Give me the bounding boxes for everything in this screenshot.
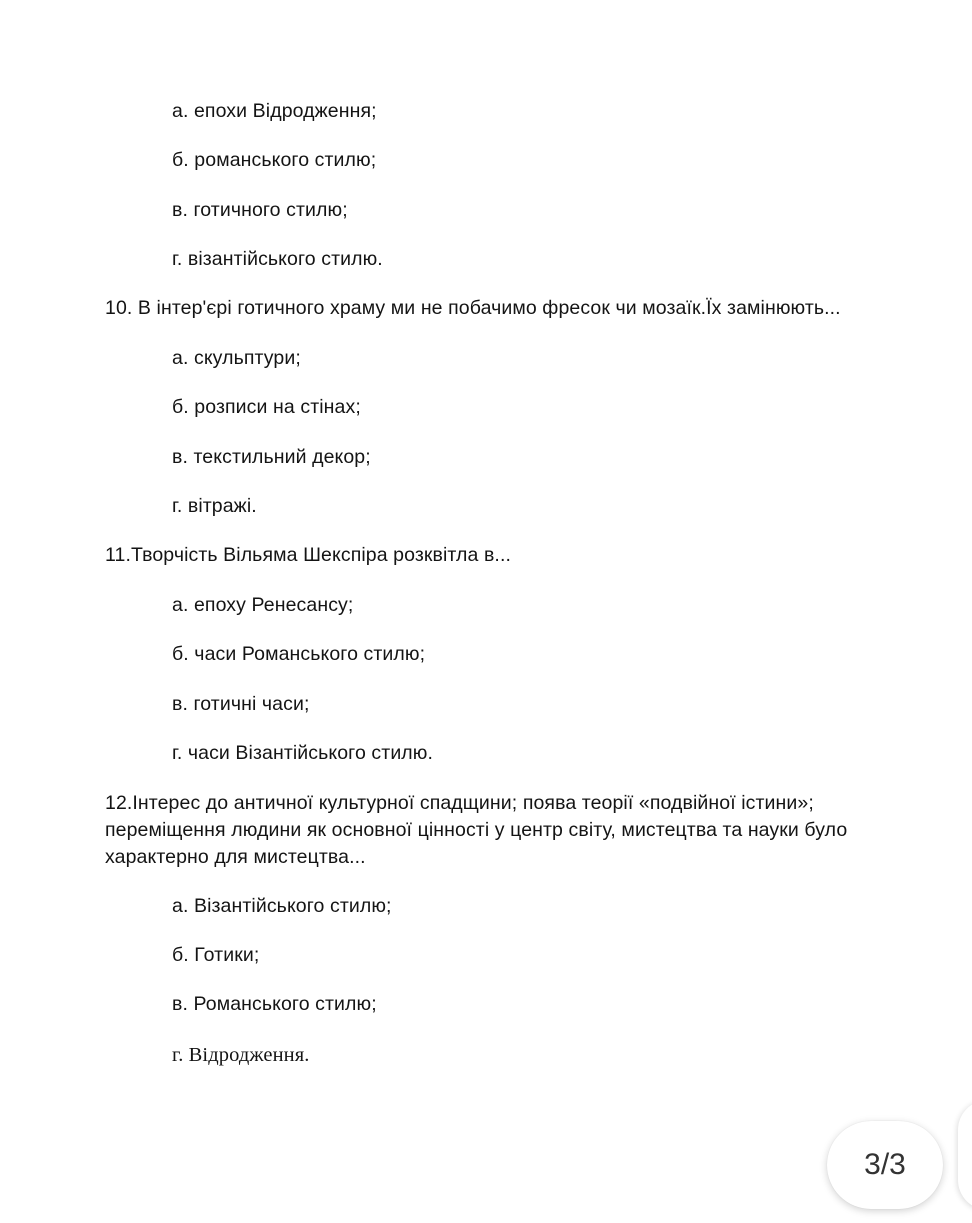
q12-option-c: в. Романського стилю;	[172, 993, 377, 1015]
question-12-line-1: 12.Інтерес до античної культурної спадщини; поява теорії «подвійної істини»;	[105, 792, 814, 814]
q10-option-c: в. текстильний декор;	[172, 446, 371, 468]
question-12-line-2: переміщення людини як основної цінності у центр світу, мистецтва та науки було	[105, 819, 848, 841]
q10-option-d: г. вітражі.	[172, 495, 257, 517]
q9-option-d: г. візантійського стилю.	[172, 248, 383, 270]
q10-option-a: а. скульптури;	[172, 347, 301, 369]
q12-option-a: а. Візантійського стилю;	[172, 895, 392, 917]
question-12-line-3: характерно для мистецтва...	[105, 846, 366, 868]
q9-option-b: б. романського стилю;	[172, 149, 377, 171]
q11-option-d: г. часи Візантійського стилю.	[172, 742, 434, 764]
q10-option-b: б. розписи на стінах;	[172, 396, 361, 418]
q11-option-c: в. готичні часи;	[172, 693, 310, 715]
q11-option-b: б. часи Романського стилю;	[172, 643, 426, 665]
q9-option-c: в. готичного стилю;	[172, 199, 348, 221]
question-10: 10. В інтер'єрі готичного храму ми не побачимо фресок чи мозаїк.Їх замінюють...	[105, 297, 841, 319]
q9-option-a: а. епохи Відродження;	[172, 100, 377, 122]
page-indicator[interactable]: 3/3	[827, 1121, 943, 1209]
question-11: 11.Творчість Вільяма Шекспіра розквітла в...	[105, 544, 511, 566]
q11-option-a: а. епоху Ренесансу;	[172, 594, 354, 616]
q12-option-d: г. Відродження.	[172, 1044, 310, 1066]
q12-option-b: б. Готики;	[172, 944, 260, 966]
